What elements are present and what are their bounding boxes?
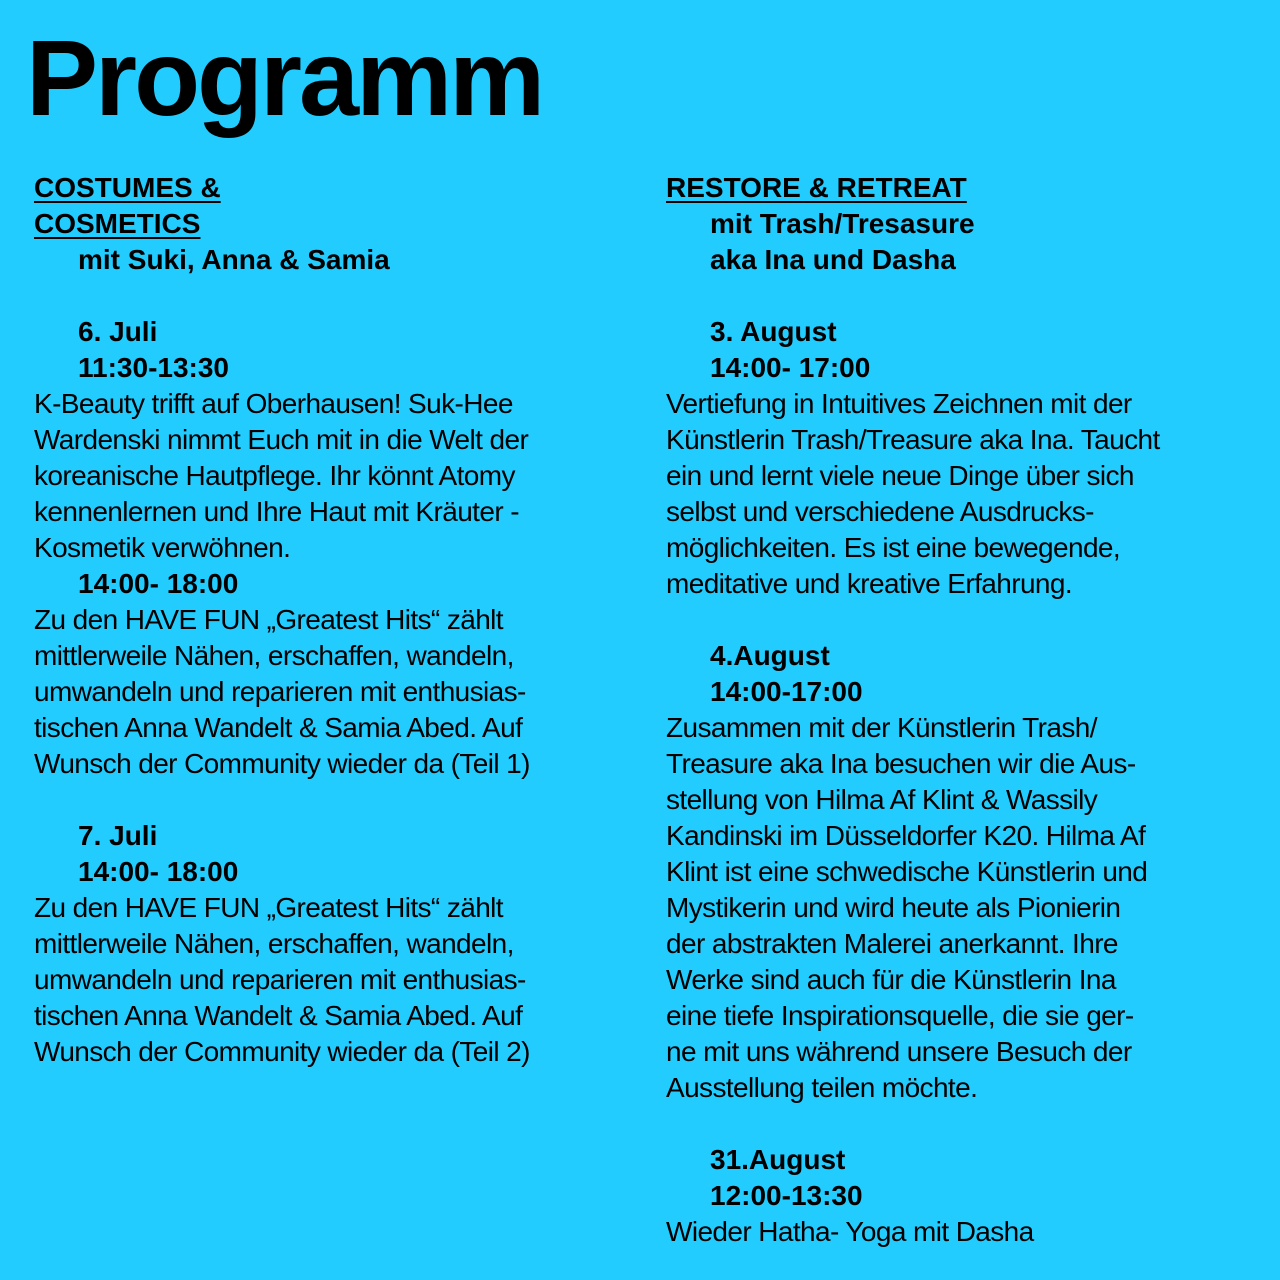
- event-description: Vertiefung in Intuitives Zeichnen mit der Künstlerin Trash/Treasure aka Ina. Taucht ein und lernt viele neue Dinge über sich selbst und verschiedene Ausdrucks- möglichkeiten. Es ist eine bewegende, meditative und kreative Erfahrung.: [666, 388, 1160, 599]
- event-time: 14:00- 18:00: [78, 856, 239, 887]
- event-item: [666, 1142, 1266, 1250]
- event-item: [34, 566, 634, 782]
- event-time: 14:00-17:00: [710, 676, 863, 707]
- event-time: 11:30-13:30: [78, 352, 230, 383]
- event-date: 7. Juli: [78, 820, 158, 851]
- column-costumes-cosmetics: [34, 170, 634, 1070]
- page-title: Programm: [26, 17, 543, 138]
- event-item: [666, 638, 1266, 1106]
- event-item: [666, 314, 1266, 602]
- section-title: COSTUMES & COSMETICS: [34, 172, 221, 239]
- event-item: [34, 818, 634, 1070]
- event-date: 6. Juli: [78, 316, 158, 347]
- event-description: Zu den HAVE FUN „Greatest Hits“ zählt mittlerweile Nähen, erschaffen, wandeln, umwandeln und reparieren mit enthusias- tischen Anna Wandelt & Samia Abed. Auf Wunsch der Community wieder da (Teil 1): [34, 604, 530, 779]
- event-description: Zusammen mit der Künstlerin Trash/ Treasure aka Ina besuchen wir die Aus- stellung von Hilma Af Klint & Wassily Kandinski im Düsseldorfer K20. Hilma Af Klint ist eine schwedische Künstlerin und Mystikerin und wird heute als Pionierin der abstrakten Malerei anerkannt. Ihre Werke sind auch für die Künstlerin Ina eine tiefe Inspirationsquelle, die sie ger- ne mit uns während unsere Besuch der Ausstellung teilen möchte.: [666, 712, 1148, 1103]
- event-time: 14:00- 18:00: [78, 568, 239, 599]
- section-title: RESTORE & RETREAT: [666, 172, 967, 203]
- event-time: 14:00- 17:00: [710, 352, 871, 383]
- event-date: 31.August: [710, 1144, 846, 1175]
- event-description: Zu den HAVE FUN „Greatest Hits“ zählt mittlerweile Nähen, erschaffen, wandeln, umwandeln und reparieren mit enthusias- tischen Anna Wandelt & Samia Abed. Auf Wunsch der Community wieder da (Teil 2): [34, 892, 530, 1067]
- event-date: 4.August: [710, 640, 830, 671]
- section-subtitle: mit Trash/Tresasure aka Ina und Dasha: [710, 208, 975, 275]
- column-restore-retreat: [666, 170, 1266, 1250]
- event-date: 3. August: [710, 316, 837, 347]
- section-subtitle: mit Suki, Anna & Samia: [78, 244, 390, 275]
- event-description: Wieder Hatha- Yoga mit Dasha: [666, 1216, 1034, 1247]
- event-time: 12:00-13:30: [710, 1180, 863, 1211]
- event-item: [34, 314, 634, 566]
- event-description: K-Beauty trifft auf Oberhausen! Suk-Hee Wardenski nimmt Euch mit in die Welt der koreanische Hautpflege. Ihr könnt Atomy kennenlernen und Ihre Haut mit Kräuter - Kosmetik verwöhnen.: [34, 388, 529, 563]
